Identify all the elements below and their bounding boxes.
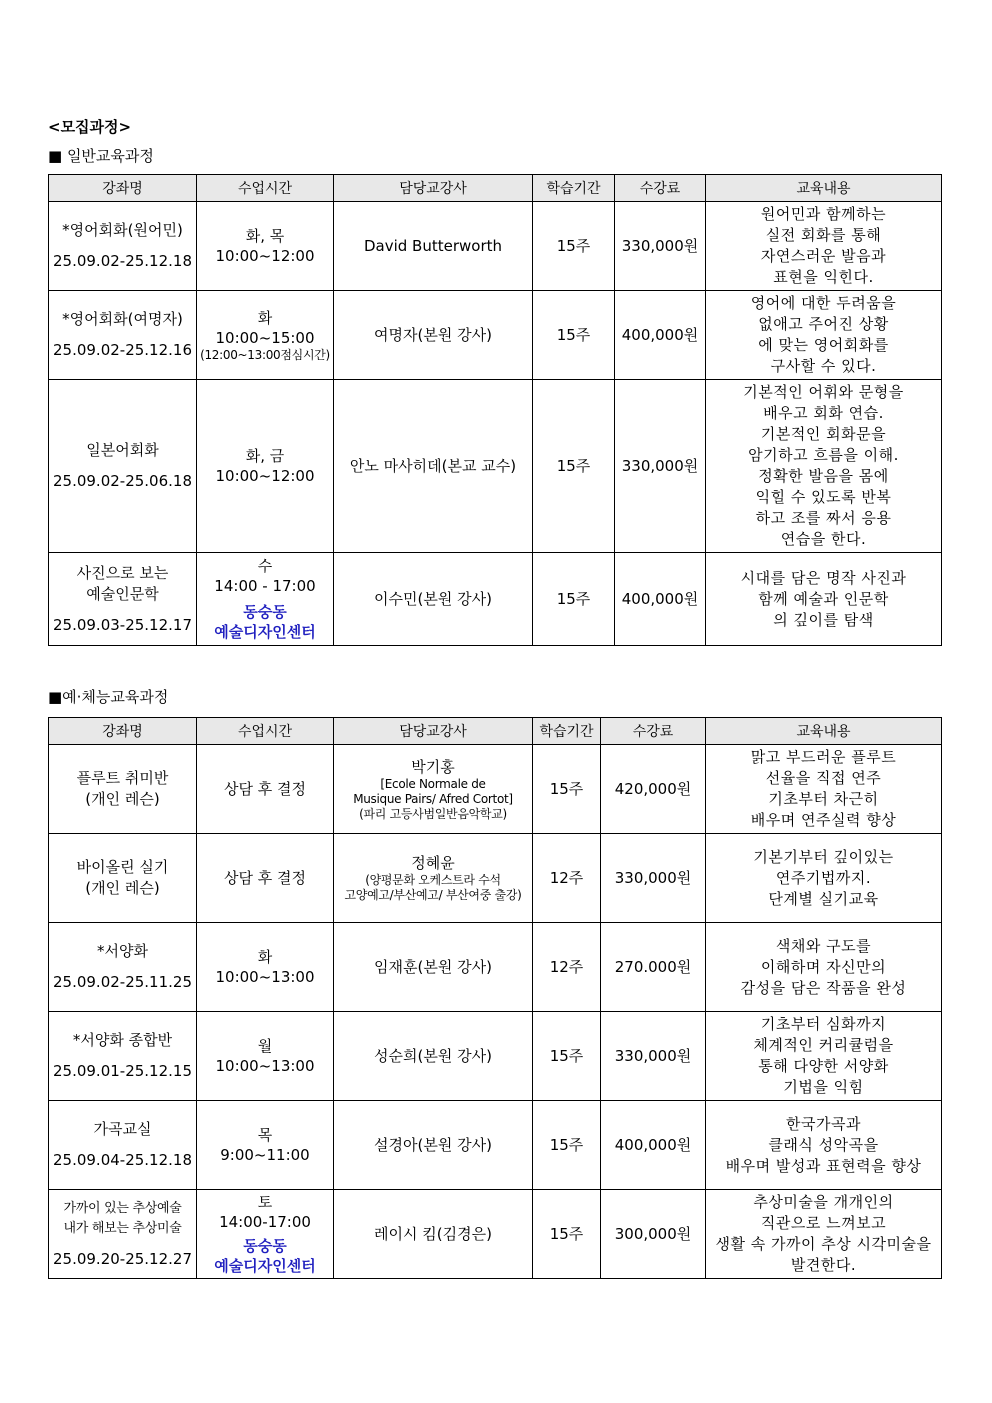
table-row	[49, 923, 942, 1012]
course-name-line2: (개인 레슨)	[85, 879, 160, 897]
header-duration: 학습기간	[533, 718, 601, 745]
course-period: 25.09.04-25.12.18	[52, 1151, 192, 1169]
course-name-cell	[49, 834, 197, 923]
table-row	[49, 291, 942, 380]
fee: 420,000원	[601, 745, 706, 834]
venue-line2: 예술디자인센터	[214, 623, 316, 641]
class-time: 상담 후 결정	[197, 745, 334, 834]
header-course-name: 강좌명	[49, 175, 197, 202]
table-row	[49, 1190, 942, 1279]
course-name-cell	[49, 1012, 197, 1101]
instructor: 안노 마사히데(본교 교수)	[334, 380, 533, 553]
table-row	[49, 745, 942, 834]
header-content: 교육내용	[706, 718, 942, 745]
course-content: 기초부터 심화까지 체계적인 커리큘럼을 통해 다양한 서양화 기법을 익힘	[706, 1012, 942, 1101]
course-content: 기본기부터 깊이있는 연주기법까지. 단계별 실기교육	[706, 834, 942, 923]
course-period: 25.09.20-25.12.27	[52, 1249, 192, 1268]
class-time-cell	[197, 291, 334, 380]
duration: 15주	[533, 1012, 601, 1101]
course-period: 25.09.02-25.11.25	[52, 973, 192, 991]
header-instructor: 담당교강사	[334, 175, 533, 202]
instructor-credential: 고양예고/부산예고/ 부산여중 출강)	[344, 888, 522, 902]
fee: 270.000원	[601, 923, 706, 1012]
page-title: <모집과정>	[48, 118, 132, 136]
course-name-line1: 바이올린 실기	[76, 858, 169, 876]
table-row	[49, 1101, 942, 1190]
instructor-name: 정혜윤	[411, 854, 455, 872]
instructor-credential: Musique Pairs/ Afred Cortot]	[353, 791, 513, 806]
class-time: 10:00~13:00	[215, 968, 315, 986]
header-fee: 수강료	[615, 175, 706, 202]
course-name-line1: 가까이 있는 추상예술	[63, 1200, 182, 1216]
class-day: 화, 금	[245, 447, 285, 465]
class-time-cell	[197, 553, 334, 646]
duration: 15주	[533, 202, 615, 291]
header-course-name: 강좌명	[49, 718, 197, 745]
duration: 15주	[533, 291, 615, 380]
venue-line1: 동숭동	[243, 1237, 287, 1255]
course-name-cell	[49, 923, 197, 1012]
fee: 400,000원	[615, 553, 706, 646]
class-time: 10:00~12:00	[215, 467, 315, 485]
duration: 15주	[533, 1101, 601, 1190]
class-time-cell	[197, 202, 334, 291]
fee: 400,000원	[615, 291, 706, 380]
class-time: 14:00-17:00	[219, 1213, 311, 1231]
class-day: 월	[257, 1037, 273, 1055]
duration: 12주	[533, 923, 601, 1012]
course-period: 25.09.02-25.06.18	[52, 472, 192, 490]
class-time: 10:00~12:00	[215, 247, 315, 265]
instructor-credential: (양평문화 오케스트라 수석	[365, 873, 501, 887]
instructor-credential: [Ecole Normale de	[380, 776, 486, 791]
header-instructor: 담당교강사	[334, 718, 533, 745]
general-section-heading: ■ 일반교육과정	[48, 147, 154, 165]
instructor: 여명자(본원 강사)	[334, 291, 533, 380]
course-name-line1: 플루트 취미반	[76, 769, 169, 787]
header-content: 교육내용	[706, 175, 942, 202]
fee: 330,000원	[615, 380, 706, 553]
class-time: 10:00~15:00	[215, 328, 315, 347]
class-day: 화, 목	[245, 227, 285, 245]
course-name-line1: 사진으로 보는	[76, 563, 169, 582]
course-name-cell	[49, 1101, 197, 1190]
class-time-cell	[197, 1190, 334, 1279]
table-header-row	[49, 175, 942, 202]
course-name: 가곡교실	[93, 1120, 152, 1138]
table-row	[49, 380, 942, 553]
course-name-cell	[49, 380, 197, 553]
duration: 15주	[533, 1190, 601, 1279]
course-period: 25.09.03-25.12.17	[52, 615, 192, 634]
duration: 15주	[533, 553, 615, 646]
course-name: 일본어회화	[86, 441, 159, 459]
instructor-name: 박기홍	[411, 757, 455, 776]
course-content: 맑고 부드러운 플루트 선율을 직접 연주 기초부터 차근히 배우며 연주실력 향상	[706, 745, 942, 834]
class-time-cell	[197, 923, 334, 1012]
general-course-table	[48, 174, 942, 646]
table-row	[49, 202, 942, 291]
course-name-cell	[49, 745, 197, 834]
class-day: 화	[257, 308, 273, 327]
table-row	[49, 834, 942, 923]
class-time: 9:00~11:00	[220, 1146, 310, 1164]
instructor-cell	[334, 834, 533, 923]
course-content: 기본적인 어휘와 문형을 배우고 회화 연습. 기본적인 회화문을 암기하고 흐름을 이해. 정확한 발음을 몸에 익힐 수 있도록 반복 하고 조를 짜서 응용 연습을 한다.	[706, 380, 942, 553]
instructor-cell	[334, 745, 533, 834]
course-content: 색채와 구도를 이해하며 자신만의 감성을 담은 작품을 완성	[706, 923, 942, 1012]
course-name-cell	[49, 553, 197, 646]
class-time: 14:00 - 17:00	[214, 577, 316, 595]
fee: 400,000원	[601, 1101, 706, 1190]
duration: 12주	[533, 834, 601, 923]
duration: 15주	[533, 380, 615, 553]
fee: 330,000원	[601, 834, 706, 923]
class-time-cell	[197, 1012, 334, 1101]
table-row	[49, 553, 942, 646]
duration: 15주	[533, 745, 601, 834]
course-content: 추상미술을 개개인의 직관으로 느껴보고 생활 속 가까이 추상 시각미술을 발견한다.	[706, 1190, 942, 1279]
course-name: *영어회화(원어민)	[62, 221, 183, 239]
instructor: 임재훈(본원 강사)	[334, 923, 533, 1012]
class-time-cell	[197, 380, 334, 553]
class-day: 토	[257, 1193, 273, 1211]
header-fee: 수강료	[601, 718, 706, 745]
course-period: 25.09.02-25.12.18	[52, 252, 192, 270]
course-name-line2: 내가 해보는 추상미술	[63, 1220, 182, 1236]
instructor: 레이시 킴(김경은)	[334, 1190, 533, 1279]
course-content: 원어민과 함께하는 실전 회화를 통해 자연스러운 발음과 표현을 익힌다.	[706, 202, 942, 291]
course-content: 시대를 담은 명작 사진과 함께 예술과 인문학 의 깊이를 탐색	[706, 553, 942, 646]
course-name-cell	[49, 291, 197, 380]
instructor-credential: (파리 고등사범일반음악학교)	[359, 806, 507, 821]
course-name-cell	[49, 1190, 197, 1279]
arts-course-table	[48, 717, 942, 1279]
class-day: 화	[257, 948, 273, 966]
venue-line1: 동숭동	[243, 603, 287, 621]
header-duration: 학습기간	[533, 175, 615, 202]
class-day: 수	[257, 557, 273, 575]
course-period: 25.09.01-25.12.15	[52, 1062, 192, 1080]
course-name: *영어회화(여명자)	[62, 310, 183, 328]
course-name: *서양화	[97, 942, 148, 960]
instructor: 성순희(본원 강사)	[334, 1012, 533, 1101]
course-content: 영어에 대한 두려움을 없애고 주어진 상황 에 맞는 영어회화를 구사할 수 있다.	[706, 291, 942, 380]
class-time-cell	[197, 1101, 334, 1190]
header-class-time: 수업시간	[197, 175, 334, 202]
course-name: *서양화 종합반	[72, 1031, 173, 1049]
instructor: 설경아(본원 강사)	[334, 1101, 533, 1190]
class-time: 10:00~13:00	[215, 1057, 315, 1075]
header-class-time: 수업시간	[197, 718, 334, 745]
class-day: 목	[257, 1126, 273, 1144]
fee: 300,000원	[601, 1190, 706, 1279]
fee: 330,000원	[601, 1012, 706, 1101]
table-row	[49, 1012, 942, 1101]
lunch-break-note: (12:00~13:00점심시간)	[200, 347, 330, 362]
course-name-line2: (개인 레슨)	[85, 790, 160, 808]
venue-line2: 예술디자인센터	[214, 1257, 316, 1275]
course-period: 25.09.02-25.12.16	[52, 341, 192, 359]
fee: 330,000원	[615, 202, 706, 291]
course-name-cell	[49, 202, 197, 291]
course-content: 한국가곡과 클래식 성악곡을 배우며 발성과 표현력을 향상	[706, 1101, 942, 1190]
class-time: 상담 후 결정	[197, 834, 334, 923]
instructor: David Butterworth	[334, 202, 533, 291]
table-header-row	[49, 718, 942, 745]
arts-section-heading: ■예·체능교육과정	[48, 688, 169, 706]
instructor: 이수민(본원 강사)	[334, 553, 533, 646]
course-name-line2: 예술인문학	[86, 584, 159, 603]
